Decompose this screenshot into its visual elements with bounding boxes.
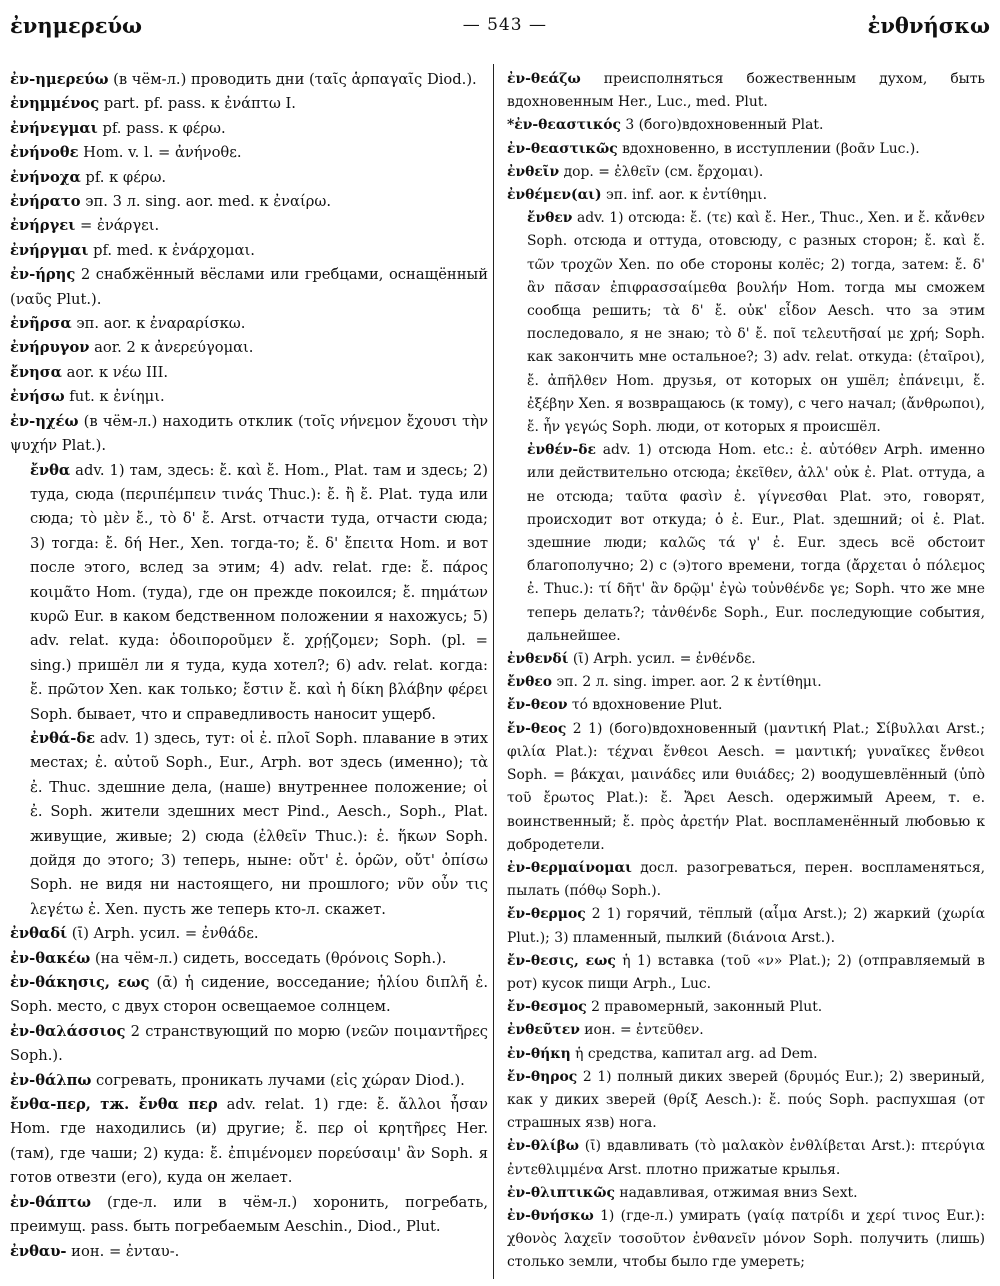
entry-headword: ἐνήνοθε: [10, 144, 79, 162]
dictionary-entry: [10, 117, 488, 141]
entry-headword: ἐν-θάκησις, εως: [10, 974, 150, 992]
entry-headword: ἔν-θεος: [507, 720, 567, 737]
entry-headword: ἐν-θεάζω: [507, 71, 581, 87]
entry-headword: ἐνήργει: [10, 217, 76, 235]
entry-definition: эп. 2 л. sing. imper. aor. 2 к ἐντίθημι.: [552, 674, 822, 691]
entry-headword: ἐν-θεαστικῶς: [507, 140, 618, 157]
dictionary-entry: [507, 903, 985, 949]
dictionary-entry: [10, 263, 488, 312]
dictionary-entry: [10, 971, 488, 1020]
entry-definition: pf. med. к ἐνάρχομαι.: [88, 241, 255, 259]
entry-headword: ἐνήνοχα: [10, 168, 81, 186]
entry-definition: aor. 2 к ἀνερεύγομαι.: [89, 339, 254, 357]
dictionary-entry: [507, 718, 985, 857]
dictionary-entry: [10, 922, 488, 946]
entry-definition: 2 странствующий по морю (νεῶν ποιμαντῆρες Soph.).: [10, 1022, 488, 1065]
entry-headword: ἔνθεο: [507, 674, 553, 691]
entry-headword: ἐνθεῦτεν: [507, 1022, 580, 1039]
dictionary-entry: [507, 1019, 985, 1042]
dictionary-entry: [507, 138, 985, 161]
entry-definition: 2 правомерный, законный Plut.: [586, 999, 823, 1016]
entry-headword: ἔν-θηρος: [507, 1068, 578, 1085]
dictionary-entry: [10, 312, 488, 336]
dictionary-entry: [507, 1205, 985, 1275]
dictionary-entry: [10, 1093, 488, 1191]
entry-headword: ἐν-θάλπω: [10, 1071, 92, 1089]
entry-definition: (в чём-л.) проводить дни (ταῖς ἁρπαγαῖς Diod.).: [108, 71, 477, 88]
entry-headword: ἐνθαδί: [10, 925, 68, 943]
entry-definition: (в чём-л.) находить отклик (τοῖς νήνεμον ἔχουσι τὴν ψυχήν Plat.).: [10, 412, 488, 455]
dictionary-entry: [507, 950, 985, 996]
entry-headword: ἐνθέμεν(αι): [507, 187, 602, 204]
entry-definition: согревать, проникать лучами (εἰς χώραν Diod.).: [91, 1071, 465, 1089]
dictionary-entry: [10, 190, 488, 214]
entry-headword: ἐν-θνήσκω: [507, 1207, 594, 1224]
dictionary-entry: [10, 947, 488, 971]
entry-definition: (ᾱ) ἡ сидение, восседание; ἡλίου διπλῆ ἐ. Soph. место, с двух сторон освещаемое солнцем.: [10, 974, 488, 1016]
entry-headword: ἐν-ημερεύω: [10, 71, 109, 88]
entry-definition: ион. = ἐντεῦθεν.: [579, 1022, 704, 1039]
entry-definition: эп. inf. aor. к ἐντίθημι.: [601, 187, 768, 204]
entry-definition: adv. 1) там, здесь: ἔ. καὶ ἔ. Hom., Plat. там и здесь; 2) туда, сюда (περιπέμπειν τινάς Thuc.): ἔ. ἢ ἔ. Plat. туда или сюда; τὸ μὲν ἔ., τὸ δ' ἔ. Arst. отчасти туда, отчасти сюда; 3) тогда: ἔ. δή Her., Xen. тогда-то; ἔ. δ' ἔπειτα Hom. и вот после этого, вслед за этим; 4) adv. relat. где: ἔ. πάρος κοιμᾶτο Hom. (туда), где он прежде покоился; ἔ. πημάτων κυρῶ Eur. в каком бедственном положении я нахожусь; 5) adv. relat. куда: ὁδοιποροῦμεν ἔ. χρῄζομεν; Soph. (pl. = sing.) пришёл ли я туда, куда хотел?; 6) adv. relat. когда: ἔ. πρῶτον Xen. как только; ἔστιν ἔ. καὶ ἡ δίκη βλάβην φέρει Soph. бывает, что и справедливость наносит ущерб.: [30, 461, 488, 723]
entry-definition: (ῑ) Arph. усил. = ἐνθάδε.: [67, 925, 259, 943]
entry-headword: ἐν-θακέω: [10, 949, 91, 967]
dictionary-entry: [507, 1135, 985, 1181]
dictionary-entry: [10, 141, 488, 165]
entry-definition: adv. relat. 1) где: ἔ. ἄλλοι ἦσαν Hom. где находились (и) другие; ἔ. περ οἱ κρητῆρες Her. (там), где чаши; 2) куда: ἔ. ἐπιμένομεν πορεύσαιμ' ἂν Soph. я готов отвезти (его), куда он желает.: [10, 1096, 488, 1187]
entry-definition: 2 снабжённый вёслами или гребцами, оснащённый (ναῦς Plut.).: [10, 266, 488, 308]
dictionary-entry: [507, 439, 985, 648]
entry-definition: = ἐνάργει.: [75, 217, 160, 235]
entry-headword: ἐνθενδί: [507, 651, 569, 668]
entry-headword: ἐν-θλίβω: [507, 1138, 580, 1155]
column-divider: [493, 64, 494, 1279]
dictionary-entry: [10, 361, 488, 385]
dictionary-entry: [507, 114, 985, 137]
entry-headword: ἔνθα: [30, 461, 71, 479]
page-number: — 543 —: [462, 15, 547, 35]
entry-headword: ἐνήρυγον: [10, 339, 90, 357]
dictionary-entry: [507, 184, 985, 207]
entry-headword: ἐνήνεγμαι: [10, 119, 98, 137]
entry-headword: ἐν-θήκη: [507, 1045, 571, 1062]
entry-definition: (где-л. или в чём-л.) хоронить, погребать, преимущ. pass. быть погребаемым Aeschin., Diod., Plut.: [10, 1193, 488, 1236]
entry-headword: ἔν-θερμος: [507, 906, 586, 923]
entry-definition: ἡ средства, капитал arg. ad Dem.: [570, 1045, 818, 1062]
entry-headword: ἐνθαυ-: [10, 1242, 67, 1260]
dictionary-entry: [10, 1020, 488, 1069]
entry-headword: ἔνθεν: [527, 210, 573, 227]
entry-definition: эп. aor. к ἐναραρίσκω.: [71, 315, 246, 333]
entry-definition: дор. = ἐλθεῖν (см. ἔρχομαι).: [559, 163, 764, 180]
entry-definition: 2 1) полный диких зверей (δρυμός Eur.); 2) звериный, как у диких зверей (θρίξ Aesch.): ἔ. πούς Soph. распухшая (от страшных язв) нога.: [507, 1068, 985, 1132]
entry-definition: преисполняться божественным духом, быть вдохновенным Her., Luc., med. Plut.: [507, 71, 985, 111]
dictionary-entry: [10, 385, 488, 409]
entry-definition: pf. к φέρω.: [80, 168, 167, 186]
page-header: [10, 10, 990, 40]
entry-definition: надавливая, отжимая вниз Sext.: [614, 1184, 858, 1201]
right-running-headword: ἐνθνήσκω: [867, 12, 990, 38]
entry-definition: pf. pass. к φέρω.: [97, 119, 226, 137]
entry-headword: ἔν-θεον: [507, 697, 568, 714]
dictionary-entry: [507, 671, 985, 694]
entry-definition: 1) (где-л.) умирать (γαίᾳ πατρίδι и χερί τινος Eur.): χθονὸς λαχεῖν τοσοῦτον ἐνθανεῖν μόνον Soph. получить (лишь) столько земли, чтобы было где умереть;: [507, 1207, 985, 1271]
entry-definition: τό вдохновение Plut.: [567, 697, 723, 714]
entry-headword: ἐν-θλιπτικῶς: [507, 1184, 615, 1201]
entry-headword: ἐνημμένος: [10, 95, 100, 113]
entry-definition: 3 (бого)вдохновенный Plat.: [620, 117, 824, 134]
entry-headword: ἐνθέν-δε: [527, 442, 596, 459]
dictionary-entry: [507, 857, 985, 903]
entry-definition: (ῑ) Arph. усил. = ἐνθένδε.: [568, 651, 756, 668]
dictionary-entry: [507, 694, 985, 717]
dictionary-entry: [10, 1069, 488, 1093]
entry-headword: ἐν-θερμαίνομαι: [507, 859, 632, 876]
dictionary-entry: [507, 648, 985, 671]
dictionary-entry: [10, 1240, 488, 1264]
entry-definition: adv. 1) отсюда: ἔ. (τε) καὶ ἔ. Her., Thuc., Xen. и ἔ. κἄνθεν Soph. отсюда и оттуда, отовсюду, с разных сторон; ἔ. καὶ ἔ. τῶν τροχῶν Xen. по обе стороны колёс; 2) тогда, затем: ἔ. δ' ἂν πᾶσαν ἐπιφρασσαίμεθα βουλήν Hom. тогда мы сможем сообща решить; τὰ δ' ἔ. οὐκ' εἶδον Aesch. что за этим последовало, я не знаю; τὸ δ' ἔ. ποῖ τελευτῆσαί με χρή; Soph. как закончить мне остальное?; 3) adv. relat. откуда: (ἑταῖροι), ἔ. ἀπῆλθεν Hom. друзья, от которых он ушёл; ἐπάνειμι, ἔ. ἐξέβην Xen. я возвращаюсь (к тому), с чего начал; (ἄνθρωποι), ἔ. ἦν γεγώς Soph. люди, от которых я происшёл.: [527, 210, 985, 436]
entry-headword: ἐν-ήρης: [10, 266, 76, 284]
dictionary-entry: [507, 68, 985, 114]
entry-headword: ἐν-θαλάσσιος: [10, 1022, 126, 1040]
entry-definition: досл. разогреваться, перен. воспламеняться, пылать (πόθῳ Soph.).: [507, 859, 985, 900]
dictionary-entry: [10, 92, 488, 116]
entry-headword: ἔν-θεσις, εως: [507, 952, 616, 969]
dictionary-entry: [10, 727, 488, 922]
dictionary-entry: [10, 166, 488, 190]
entry-headword: ἔνησα: [10, 363, 62, 381]
dictionary-entry: [10, 214, 488, 238]
entry-definition: ион. = ἐνταυ-.: [66, 1242, 180, 1260]
dictionary-entry: [507, 996, 985, 1019]
entry-headword: ἐνθεῖν: [507, 163, 560, 180]
entry-definition: 2 1) горячий, тёплый (αἷμα Arst.); 2) жаркий (χωρία Plut.); 3) пламенный, пылкий (διάνοια Arst.).: [507, 906, 985, 946]
dictionary-entry: [507, 207, 985, 439]
entry-headword: ἐνήργμαι: [10, 241, 89, 259]
left-column: [10, 68, 488, 1264]
entry-headword: ἐν-θάπτω: [10, 1193, 91, 1211]
left-running-headword: ἐνημερεύω: [10, 12, 143, 38]
dictionary-entry: [507, 1066, 985, 1136]
dictionary-entry: [10, 239, 488, 263]
entry-definition: Hom. v. l. = ἀνήνοθε.: [78, 144, 242, 162]
dictionary-entry: [507, 161, 985, 184]
entry-headword: ἔνθα-περ, тж. ἔνθα περ: [10, 1096, 218, 1114]
entry-definition: (ῑ) вдавливать (τὸ μαλακὸν ἐνθλίβεται Arst.): πτερύγια ἐντεθλιμμένα Arst. плотно прижатые крылья.: [507, 1138, 985, 1178]
entry-definition: 2 1) (бого)вдохновенный (μαντική Plat.; Σίβυλλαι Arst.; φιλία Plat.): τέχναι ἔνθεοι Aesch. = μαντική; γυναῖκες ἔνθεοι Soph. = βάκχαι, μαινάδες или θυιάδες; 2) воодушевлённый (ὑπὸ τοῦ ἔρωτος Plat.): ἔ. Ἄρει Aesch. одержимый Ареем, т. е. воинственный; ἔ. πρὸς ἀρετήν Plat. воспламенённый любовью к добродетели.: [507, 720, 985, 853]
entry-headword: *ἐν-θεαστικός: [507, 117, 621, 134]
dictionary-entry: [10, 68, 488, 92]
entry-definition: adv. 1) здесь, тут: οἱ ἐ. πλοῖ Soph. плавание в этих местах; ἐ. αὐτοῦ Soph., Eur., Arph. вот здесь (именно); τὰ ἐ. Thuc. здешние дела, (наше) внутреннее положение; οἱ ἐ. Soph. жители здешних мест Pind., Aesch., Soph., Plat. живущие, живые; 2) сюда (ἐλθεῖν Thuc.): ἐ. ἥκων Soph. дойдя до этого; 3) теперь, ныне: οὔτ' ἐ. ὁρῶν, οὔτ' ὀπίσω Soph. не видя ни настоящего, ни прошлого; νῦν οὖν τις λεγέτω ἐ. Xen. пусть же теперь кто-л. скажет.: [30, 729, 488, 918]
dictionary-entry: [507, 1182, 985, 1205]
dictionary-entry: [10, 410, 488, 459]
entry-definition: (на чём-л.) сидеть, восседать (θρόνοις Soph.).: [90, 949, 447, 967]
entry-definition: fut. к ἐνίημι.: [64, 388, 165, 406]
entry-definition: эп. 3 л. sing. aor. med. к ἐναίρω.: [80, 193, 332, 211]
entry-headword: ἐν-ηχέω: [10, 412, 79, 430]
dictionary-entry: [507, 1043, 985, 1066]
entry-headword: ἐνθά-δε: [30, 729, 96, 747]
entry-definition: aor. к νέω III.: [61, 363, 169, 381]
entry-headword: ἐνήσω: [10, 388, 65, 406]
dictionary-entry: [10, 459, 488, 727]
entry-definition: вдохновенно, в исступлении (βοᾶν Luc.).: [617, 140, 920, 157]
entry-headword: ἐνῆρσα: [10, 315, 72, 333]
entry-definition: part. pf. pass. к ἐνάπτω I.: [99, 95, 296, 113]
right-column: [507, 68, 985, 1275]
dictionary-entry: [10, 336, 488, 360]
entry-headword: ἐνήρατο: [10, 193, 81, 211]
entry-definition: adv. 1) отсюда Hom. etc.: ἐ. αὐτόθεν Arph. именно или действительно отсюда; ἐκεῖθεν, ἀλλ' οὐκ ἐ. Plat. оттуда, а не отсюда; ταῦτα φασὶν ἐ. γίγνεσθαι Plat. это, говорят, происходит вот откуда; ὁ ἐ. Eur., Plat. здешний; οἱ ἐ. Plat. здешние люди; καλῶς τά γ' ἐ. Eur. здесь всё обстоит благополучно; 2) с (э)того времени, тогда (ἄρχεται ὁ πόλεμος ἐ. Thuc.): τί δῆτ' ἂν δρῷμ' ἐγὼ τοὐνθένδε γε; Soph. что же мне теперь делать?; τἀνθένδε Soph., Eur. последующие события, дальнейшее.: [527, 442, 985, 644]
entry-definition: ἡ 1) вставка (τοῦ «ν» Plat.); 2) (отправляемый в рот) кусок пищи Arph., Luc.: [507, 952, 985, 992]
dictionary-entry: [10, 1191, 488, 1240]
entry-headword: ἔν-θεσμος: [507, 999, 587, 1016]
